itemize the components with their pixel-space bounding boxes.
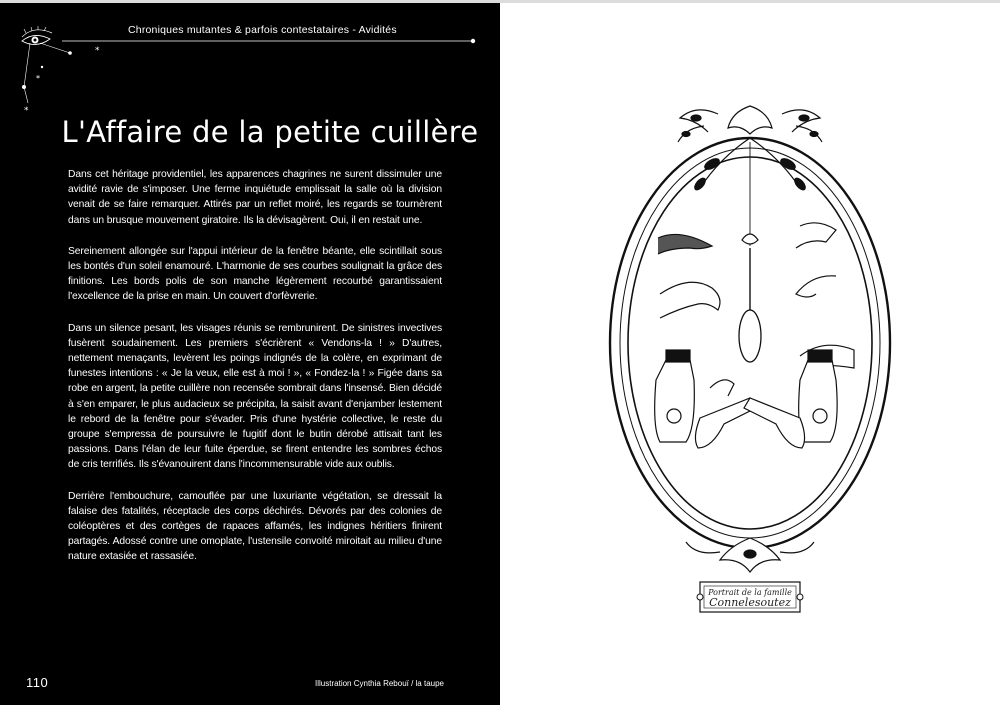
- running-header: Chroniques mutantes & parfois contestataires - Avidités: [128, 24, 397, 36]
- svg-text:*: *: [95, 46, 100, 56]
- constellation-eye-ornament: [0, 3, 500, 123]
- story-text: [68, 167, 442, 581]
- plaque-line-2: Connelesoutez: [709, 596, 791, 609]
- name-plaque: [697, 582, 803, 612]
- ornate-frame-illustration: [600, 98, 900, 618]
- right-page: [500, 3, 1000, 705]
- paragraph-4: Derrière l'embouchure, camouflée par une luxuriante végétation, se dressait la falaise des fatalités, réceptacle des corps déchirés. Dévorés par des colonies de coléoptères et des cortèges de rapaces affamés, les indignes héritiers finirent partagés. Adossé contre une omoplate, l'ustensile convoité miroitait au milieu d'une nature extasiée et rassasiée.: [68, 490, 442, 563]
- svg-text:*: *: [24, 106, 29, 116]
- chapter-title: L'Affaire de la petite cuillère: [61, 115, 479, 149]
- page-number: 110: [26, 675, 49, 690]
- svg-text:*: *: [36, 74, 40, 83]
- paragraph-2: Sereinement allongée sur l'appui intérieur de la fenêtre béante, elle scintillait sous les bontés d'un soleil enamouré. L'harmonie de ses courbes soulignait la grâce des finitions. Les bords polis de son manche légèrement recourbé garantissaient l'excellence de la prise en main. Un couvert d'orfèvrerie.: [68, 245, 442, 303]
- paragraph-1: Dans cet héritage providentiel, les apparences chagrines ne surent dissimuler une avidité ravie de s'imposer. Une ferme inquiétude emplissait la salle où la division venait de se faire remarquer. Attirés par un reflet moiré, les regards se tournèrent dans un brusque mouvement giratoire. Ils la dévisagèrent. Oui, il en restait une.: [68, 169, 442, 226]
- plaque-line-1: Portrait de la famille: [708, 588, 792, 597]
- left-page: [0, 3, 500, 705]
- paragraph-3: Dans un silence pesant, les visages réunis se rembrunirent. De sinistres invectives fusèrent soudainement. Les premiers s'écrièrent « Vendons-la ! » D'autres, nettement menaçants, levèrent les poings indignés de la colère, en exprimant de funestes intentions : « Je la veux, elle est à moi ! », « Fondez-la ! » Figée dans sa robe en argent, la petite cuillère non recensée sombrait dans l'insensé. Bien décidé à s'en emparer, le plus audacieux se précipita, la saisit avant d'enjamber lestement le rebord de la fenêtre pour s'évader. Pris d'une hystérie collective, le reste du groupe s'empressa de poursuivre le fugitif dont le butin dérobé attisait tant les passions. Dans l'élan de leur fuite éperdue, se firent entendre les sombres échos de cris terrifiés. Ils s'évanouirent dans l'incommensurable vide aux oublis.: [68, 322, 442, 471]
- illustration-credit: Illustration Cynthia Rebouï / la taupe: [315, 679, 444, 688]
